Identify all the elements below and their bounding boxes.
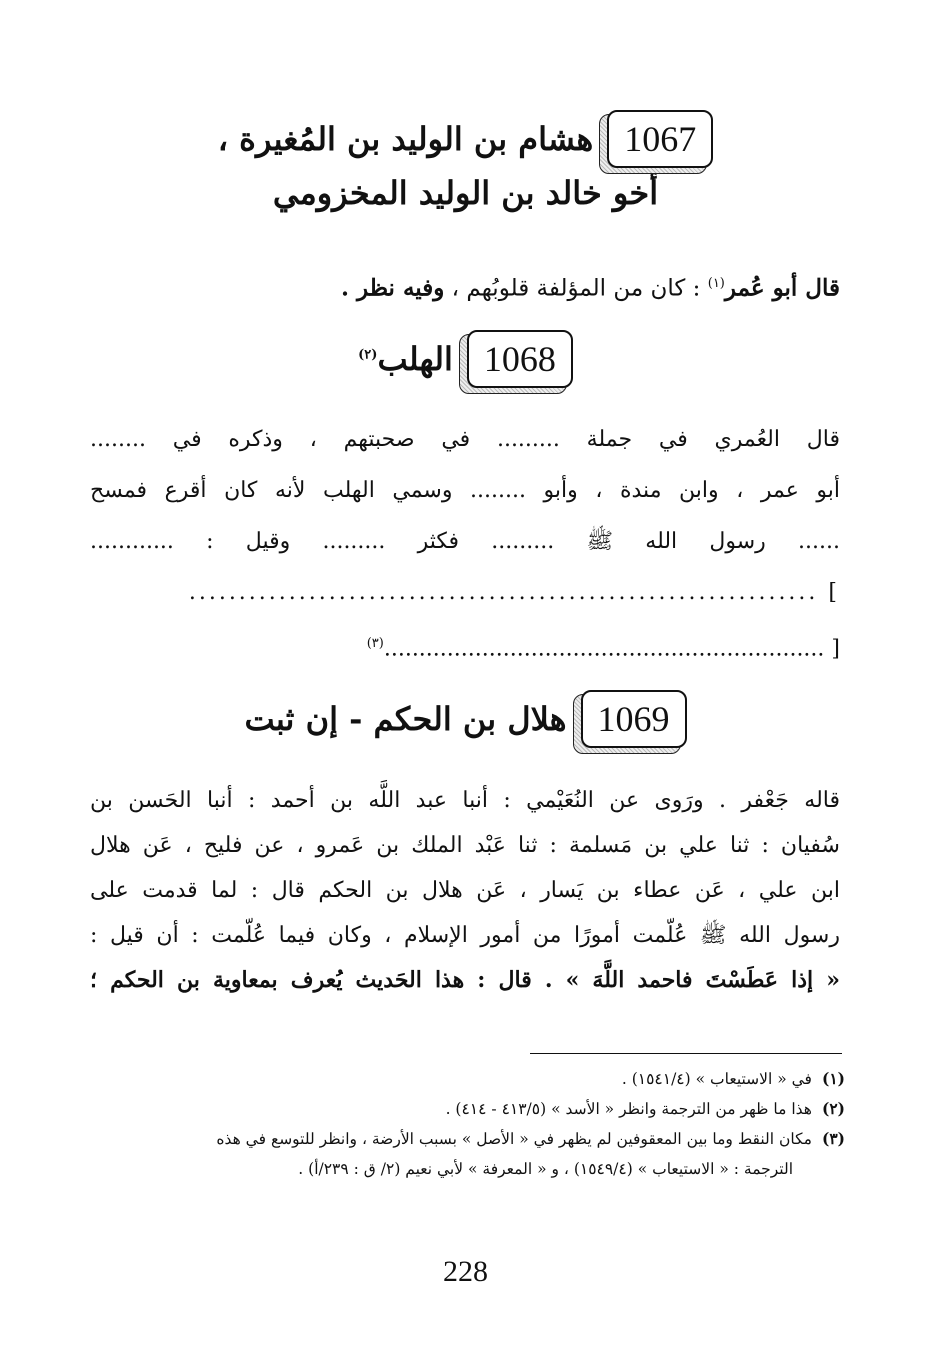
entry-title-line2: أخو خالد بن الوليد المخزومي — [272, 174, 659, 212]
entry-1069-body — [90, 778, 840, 1003]
entry-title-line1: هشام بن الوليد بن المُغيرة ، — [217, 120, 594, 158]
body-line: سُفيان : ثنا علي بن مَسلمة : ثنا عَبْد الملك بن عَمرو ، عن فليح ، عَن هلال — [90, 833, 840, 858]
footnote-ref: (٣) — [366, 636, 384, 651]
footnote-text: في « الاستيعاب » (١٥٤١/٤) . — [621, 1070, 812, 1088]
footnote-ref: (١) — [707, 276, 725, 291]
entry-number: 1069 — [581, 690, 687, 748]
footnote-separator — [530, 1053, 842, 1054]
footnote-number: (٣) — [821, 1129, 845, 1148]
entry-1069-heading — [0, 690, 931, 748]
footnote-text: مكان النقط وما بين المعقوفين لم يظهر في « الأصل » بسبب الأرضة ، وانظر للتوسع في هذه — [216, 1130, 812, 1148]
footnote-3 — [90, 1124, 845, 1154]
entry-1067-heading — [0, 110, 931, 212]
entry-number-box — [607, 110, 713, 168]
footnotes — [90, 1064, 845, 1184]
body-line: ...... رسول الله ﷺ ......... فكثر ......... وقيل : ............ — [90, 529, 840, 554]
entry-number: 1067 — [607, 110, 713, 168]
remark: وفيه نظر . — [340, 274, 445, 302]
entry-number-box — [467, 330, 573, 388]
footnote-number: (١) — [821, 1069, 845, 1088]
body-line: أبو عمر ، وابن مندة ، وأبو ........ وسمي الهلب لأنه كان أقرع فمسح — [90, 478, 840, 503]
entry-number: 1068 — [467, 330, 573, 388]
entry-1067-body — [90, 258, 840, 315]
footnote-1 — [90, 1064, 845, 1094]
body-line: قاله جَعْفر . ورَوى عن النُعَيْمي : أنبا عبد اللَّه بن أحمد : أنبا الحَسن بن — [90, 788, 840, 813]
footnote-2 — [90, 1094, 845, 1124]
entry-title — [358, 340, 453, 378]
footnote-3-continuation — [90, 1154, 845, 1184]
quote: : كان من المؤلفة قلوبُهم ، — [451, 275, 701, 302]
footnote-ref: (٢) — [358, 347, 378, 363]
entry-title-text: الهلب — [377, 340, 453, 378]
missing-text: [ ............................................................... — [383, 636, 840, 662]
body-line: رسول الله ﷺ عُلّمت أمورًا من أمور الإسلام ، وكان فيما عُلّمت : أن قيل : — [90, 923, 840, 948]
entry-1068-body — [90, 414, 840, 674]
footnote-text: الترجمة : « الاستيعاب » (١٥٤٩/٤) ، و « المعرفة » لأبي نعيم (٢/ ق : ٢٣٩/أ) . — [298, 1160, 793, 1178]
entry-number-box — [581, 690, 687, 748]
entry-title: هلال بن الحكم - إن ثبت — [244, 700, 567, 738]
body-line: « إذا عَطَسْتَ فاحمد اللَّهَ » . قال : هذا الحَديث يُعرف بمعاوية بن الحكم ؛ — [90, 967, 840, 993]
body-line: ابن علي ، عَن عطاء بن يَسار ، عَن هلال بن الحكم قال : لما قدمت على — [90, 878, 840, 903]
body-line — [90, 258, 840, 315]
footnote-text: هذا ما ظهر من الترجمة وانظر « الأسد » (٤١٣/٥ - ٤١٤) . — [445, 1100, 812, 1118]
speaker: قال أبو عُمر — [724, 274, 840, 302]
body-line: قال العُمري في جملة ......... في صحبتهم ، وذكره في ........ — [90, 427, 840, 452]
entry-1068-heading — [0, 330, 931, 388]
missing-text-line: ] ............................................................... — [188, 580, 840, 605]
footnote-number: (٢) — [821, 1099, 845, 1118]
page-number: 228 — [443, 1255, 488, 1288]
missing-text-line — [90, 618, 840, 674]
